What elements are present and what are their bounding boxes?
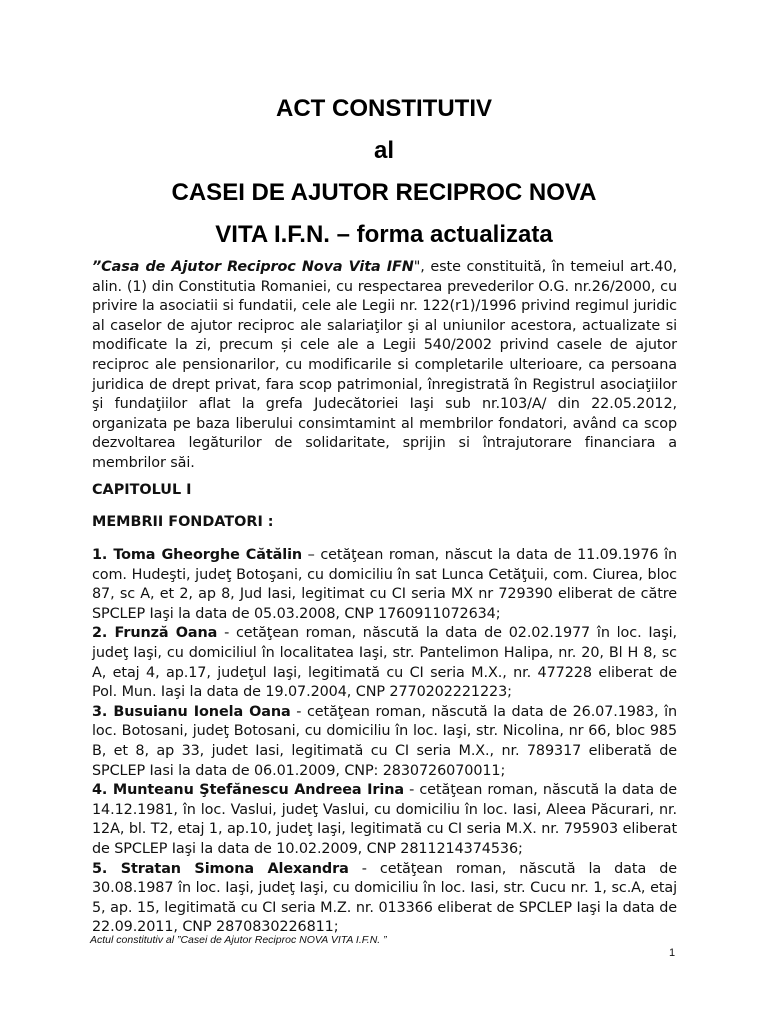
title-line-4: VITA I.F.N. – forma actualizata bbox=[215, 221, 553, 248]
member-details: - cetăţean roman, născută la data de 26.07.1983, în loc. Botosani, judeţ Botosani, cu domiciliu în loc. Iaşi, str. Nicolina, nr 66, bloc 985 B, et 8, ap 33, judet Iasi, legitimată cu CI seria M.X., nr. 789317 eliberată de SPCLEP Iasi la data de 06.01.2009, CNP: 2830726070011; bbox=[92, 703, 677, 779]
intro-text: ", este constituită, în temeiul art.40, alin. (1) din Constitutia Romaniei, cu respectarea prevederilor O.G. nr.26/2000, cu privire la asociatii si fundatii, cele ale Legii nr. 122(r1)/1996 privind regimul juridic al caselor de ajutor reciproc ale salariaţilor şi al uniunilor acestora, actualizate si modificate la zi, precum și cele ale a Legii 540/2002 privind casele de ajutor reciproc ale pensionarilor, cu modificarile si completarile ulterioare, ca persoana juridica de drept privat, fara scop patrimonial, înregistrată în Registrul asociaţiilor şi fundaţiilor aflat la grefa Judecătoriei Iaşi sub nr.103/A/ din 22.05.2012, organizata pe baza liberului consimtamint al membrilor fondatori, având ca scop dezvoltarea legăturilor de solidaritate, sprijin si întrajutorare financiara a membrilor săi. bbox=[92, 259, 677, 471]
list-item bbox=[92, 546, 677, 624]
chapter-title: CAPITOLUL I bbox=[92, 482, 192, 498]
list-item bbox=[92, 624, 677, 702]
footer-note: Actul constitutiv al ”Casei de Ajutor Reciproc NOVA VITA I.F.N. ” bbox=[90, 934, 387, 946]
member-name: 3. Busuianu Ionela Oana bbox=[92, 703, 291, 720]
document-title bbox=[90, 88, 678, 256]
member-details: - cetăţean roman, născută la data de 02.02.1977 în loc. Iaşi, judeţ Iaşi, cu domiciliul în localitatea Iaşi, str. Pantelimon Halipa, nr. 20, Bl H 8, sc A, etaj 4, ap.17, judeţul Iaşi, legitimată cu CI seria M.X., nr. 477228 eliberat de Pol. Mun. Iaşi la data de 19.07.2004, CNP 2770202221223; bbox=[92, 625, 677, 701]
member-name: 1. Toma Gheorghe Cătălin bbox=[92, 547, 303, 563]
list-item bbox=[92, 860, 677, 938]
title-line-3: CASEI DE AJUTOR RECIPROC NOVA bbox=[171, 179, 597, 206]
member-name: 4. Munteanu Ştefănescu Andreea Irina bbox=[92, 782, 404, 799]
intro-lead: ”Casa de Ajutor Reciproc Nova Vita IFN bbox=[92, 259, 414, 275]
title-line-1: ACT CONSTITUTIV bbox=[276, 95, 492, 122]
member-details: – cetăţean roman, născut la data de 11.09.1976 în com. Hudeşti, judeţ Botoşani, cu domiciliu în sat Lunca Cetăţuii, com. Ciurea, bloc 87, sc A, et 2, ap 8, Jud Iasi, legitimat cu CI seria MX nr 729390 eliberat de către SPCLEP Iaşi la data de 05.03.2008, CNP 1760911072634; bbox=[92, 547, 677, 622]
member-name: 5. Stratan Simona Alexandra bbox=[92, 860, 349, 877]
title-line-2: al bbox=[373, 137, 394, 164]
page-number: 1 bbox=[669, 947, 676, 959]
intro-paragraph bbox=[92, 258, 677, 474]
chapter-subtitle: MEMBRII FONDATORI : bbox=[92, 514, 274, 530]
member-details: - cetăţean roman, născută la data de 14.12.1981, în loc. Vaslui, judeţ Vaslui, cu domiciliu în loc. Iasi, Aleea Păcurari, nr. 12A, bl. T2, etaj 1, ap.10, judeţ Iaşi, legitimată cu CI seria M.X. nr. 795903 eliberat de SPCLEP Iaşi la data de 10.02.2009, CNP 2811214374536; bbox=[92, 782, 677, 857]
member-details: - cetăţean roman, născută la data de 30.08.1987 în loc. Iaşi, judeţ Iaşi, cu domiciliu în loc. Iasi, str. Cucu nr. 1, sc.A, etaj 5, ap. 15, legitimată cu CI seria M.Z. nr. 013366 eliberat de SPCLEP Iaşi la data de 22.09.2011, CNP 2870830226811; bbox=[92, 860, 677, 936]
list-item bbox=[92, 781, 677, 859]
member-name: 2. Frunză Oana bbox=[92, 625, 218, 642]
members-list bbox=[92, 546, 677, 938]
list-item bbox=[92, 703, 677, 781]
